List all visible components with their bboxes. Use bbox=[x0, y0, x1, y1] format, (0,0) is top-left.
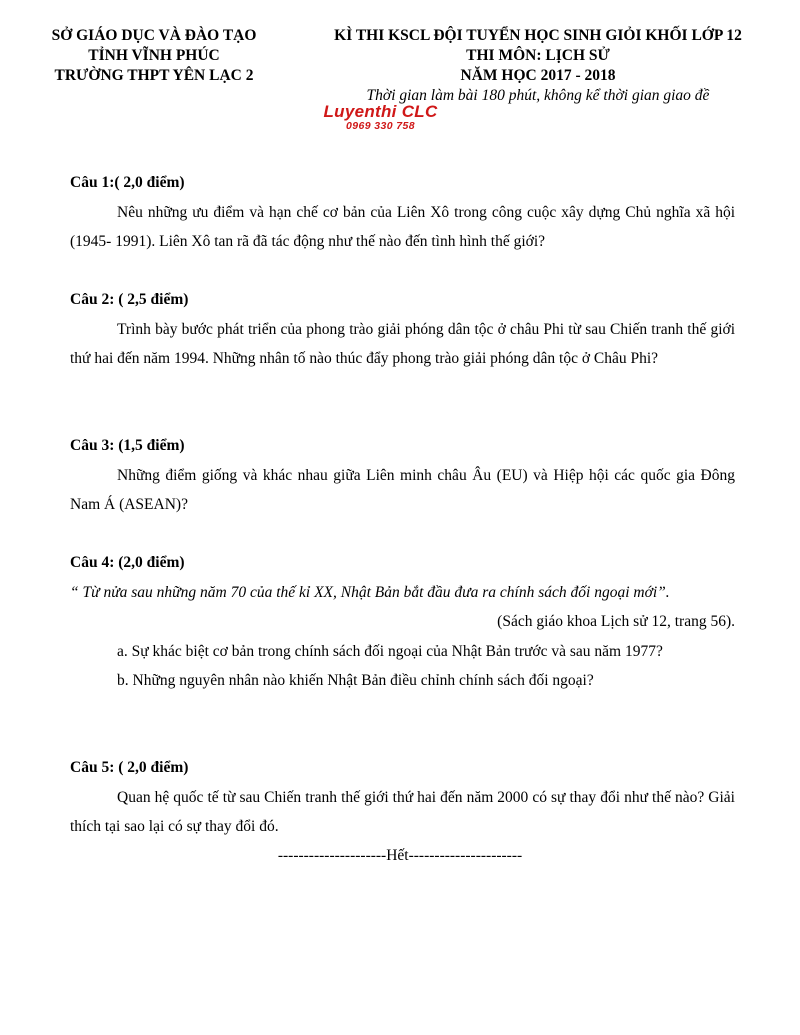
question-text: Trình bày bước phát triển của phong trào giải phóng dân tộc ở châu Phi từ sau Chiến tranh thế giới thứ hai đến năm 1994. Những nhân tố nào thúc đẩy phong trào giải phóng dân tộc ở Châu Phi? bbox=[70, 320, 735, 367]
watermark-logo bbox=[308, 103, 453, 132]
question-title: Câu 3: (1,5 điểm) bbox=[70, 437, 185, 454]
question-title: Câu 2: ( 2,5 điểm) bbox=[70, 291, 189, 308]
question-text: Những điểm giống và khác nhau giữa Liên minh châu Âu (EU) và Hiệp hội các quốc gia Đông Nam Á (ASEAN)? bbox=[70, 466, 735, 513]
question-3 bbox=[70, 431, 735, 520]
quote-source: (Sách giáo khoa Lịch sử 12, trang 56). bbox=[497, 613, 735, 630]
school-name: TRƯỜNG THPT YÊN LẠC 2 bbox=[54, 67, 254, 84]
department-name: SỞ GIÁO DỤC VÀ ĐÀO TẠO bbox=[51, 27, 257, 44]
end-marker: ---------------------Hết---------------------- bbox=[277, 847, 523, 864]
province-name: TỈNH VĨNH PHÚC bbox=[88, 47, 220, 64]
question-1 bbox=[70, 168, 735, 257]
question-part-b: b. Những nguyên nhân nào khiến Nhật Bản điều chỉnh chính sách đối ngoại? bbox=[117, 672, 594, 689]
question-4 bbox=[70, 548, 735, 696]
watermark-name: Luyenthi CLC bbox=[323, 102, 438, 121]
question-title: Câu 4: (2,0 điểm) bbox=[70, 554, 185, 571]
question-text: Nêu những ưu điểm và hạn chế cơ bản của Liên Xô trong công cuộc xây dựng Chủ nghĩa xã hội (1945- 1991). Liên Xô tan rã đã tác động như thế nào đến tình hình thế giới? bbox=[70, 203, 735, 250]
question-part-a: a. Sự khác biệt cơ bản trong chính sách đối ngoại của Nhật Bản trước và sau năm 1977? bbox=[117, 642, 663, 660]
exam-title: KÌ THI KSCL ĐỘI TUYỂN HỌC SINH GIỎI KHỐI LỚP 12 bbox=[334, 27, 742, 44]
question-5 bbox=[70, 753, 735, 842]
watermark-phone: 0969 330 758 bbox=[345, 120, 416, 132]
question-2 bbox=[70, 285, 735, 374]
question-text: Quan hệ quốc tế từ sau Chiến tranh thế giới thứ hai đến năm 2000 có sự thay đổi như thế nào? Giải thích tại sao lại có sự thay đổi đó. bbox=[70, 788, 735, 835]
question-title: Câu 1:( 2,0 điểm) bbox=[70, 174, 185, 191]
header-right bbox=[300, 26, 776, 106]
question-quote: “ Từ nửa sau những năm 70 của thế kỉ XX, Nhật Bản bắt đầu đưa ra chính sách đối ngoại mới”. bbox=[70, 583, 670, 601]
exam-subject: THI MÔN: LỊCH SỬ bbox=[466, 47, 610, 64]
school-year: NĂM HỌC 2017 - 2018 bbox=[460, 67, 616, 84]
header-left bbox=[20, 26, 288, 86]
question-title: Câu 5: ( 2,0 điểm) bbox=[70, 759, 189, 776]
time-note: Thời gian làm bài 180 phút, không kể thời gian giao đề bbox=[366, 87, 710, 104]
